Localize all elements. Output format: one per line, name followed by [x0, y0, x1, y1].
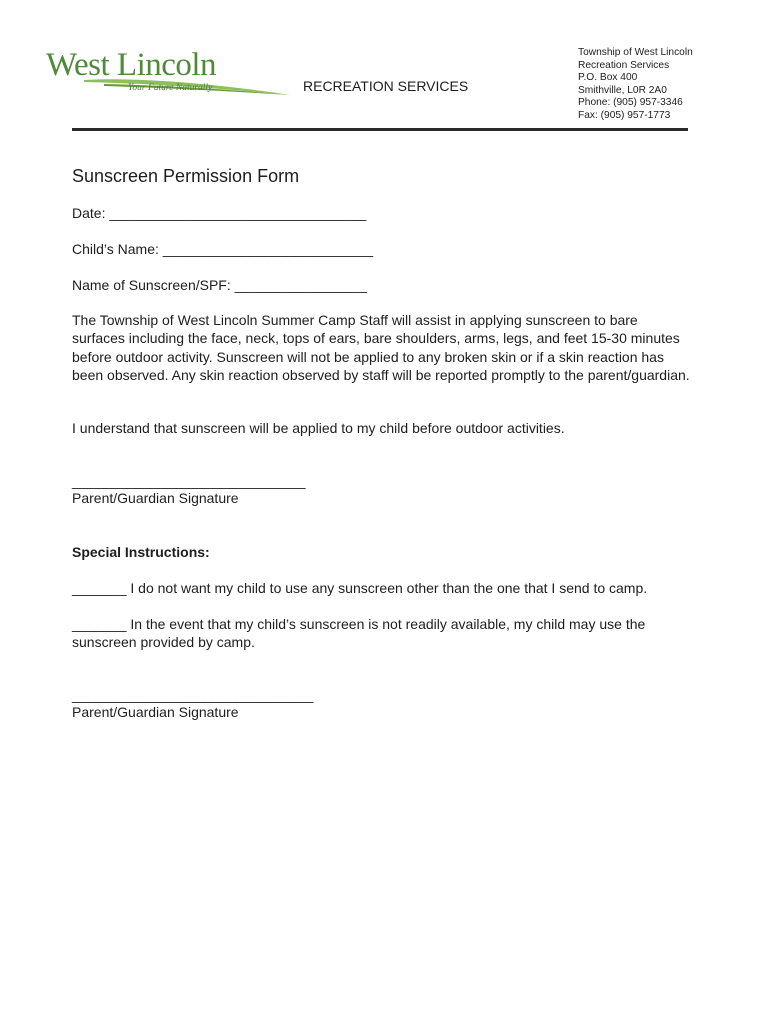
instruction-option-1[interactable]: _______ I do not want my child to use any sunscreen other than the one that I send to camp. — [72, 580, 648, 596]
logo-wordmark: West Lincoln — [46, 47, 217, 83]
signature-label-1: Parent/Guardian Signature — [72, 490, 239, 506]
signature-line-2[interactable]: _______________________________ — [72, 687, 314, 703]
logo-tagline: Your Future Naturally — [128, 83, 213, 93]
policy-paragraph: The Township of West Lincoln Summer Camp Staff will assist in applying sunscreen to bare surfaces including the face, neck, tops of ears, bare shoulders, arms, legs, and feet 15-30 minutes before outdoor activity. Sunscreen will not be applied to any broken skin or if a skin reaction has been observed. Any skin reaction observed by staff will be reported promptly to the parent/guardian. — [72, 312, 690, 384]
child-name-field[interactable]: Child’s Name: ___________________________ — [72, 241, 373, 257]
west-lincoln-logo — [44, 46, 294, 101]
signature-label-2: Parent/Guardian Signature — [72, 704, 239, 720]
contact-line: Recreation Services — [578, 59, 670, 71]
instruction-option-2[interactable]: _______ In the event that my child’s sunscreen is not readily available, my child may use the sunscreen provided by camp. — [72, 616, 646, 651]
department-title: RECREATION SERVICES — [303, 78, 469, 94]
signature-line-1[interactable]: ______________________________ — [72, 473, 306, 489]
header-divider — [72, 128, 688, 131]
special-instructions-heading: Special Instructions: — [72, 544, 210, 560]
form-title: Sunscreen Permission Form — [72, 166, 300, 186]
contact-line: P.O. Box 400 — [578, 72, 638, 84]
acknowledgement-paragraph: I understand that sunscreen will be applied to my child before outdoor activities. — [72, 420, 565, 436]
contact-block — [578, 47, 693, 123]
sunscreen-name-field[interactable]: Name of Sunscreen/SPF: _________________ — [72, 277, 367, 293]
date-field[interactable]: Date: _________________________________ — [72, 205, 367, 221]
contact-fax: Fax: (905) 957-1773 — [578, 109, 671, 121]
contact-line: Smithville, L0R 2A0 — [578, 84, 667, 96]
contact-line: Township of West Lincoln — [578, 47, 693, 58]
contact-phone: Phone: (905) 957-3346 — [578, 97, 683, 109]
